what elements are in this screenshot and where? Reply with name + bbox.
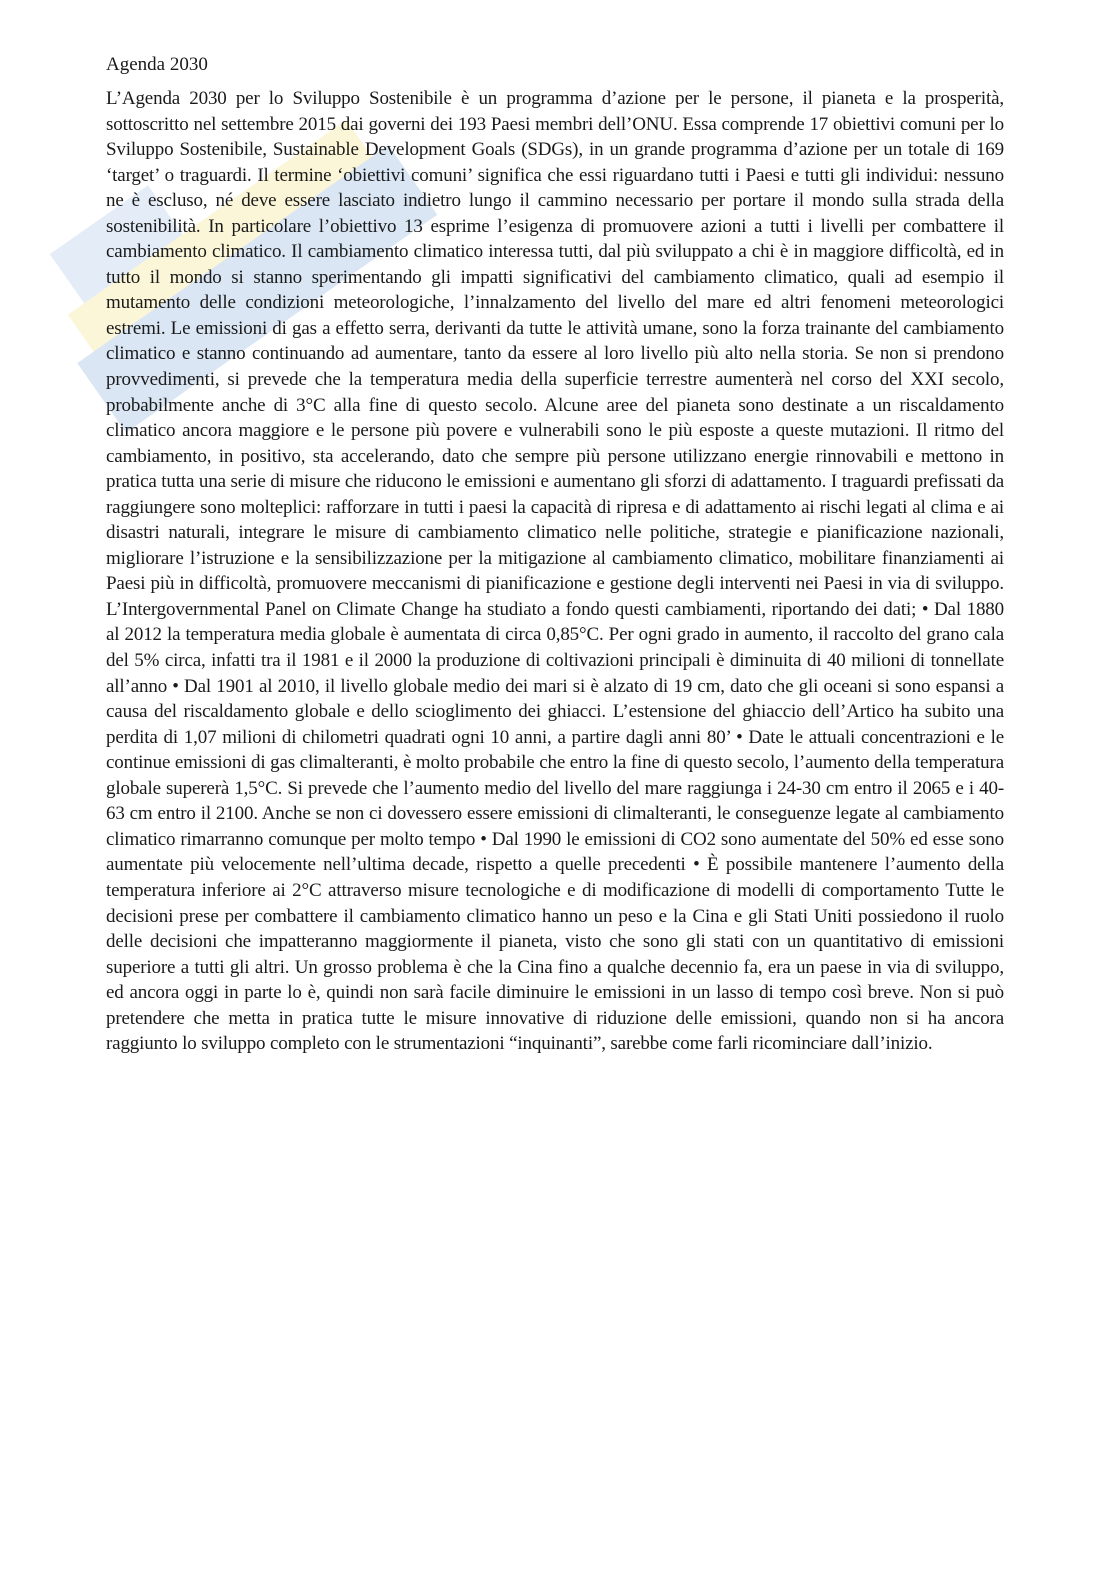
document-body: L’Agenda 2030 per lo Sviluppo Sostenibile è un programma d’azione per le persone, il pianeta e la prosperità, sottoscritto nel settembre 2015 dai governi dei 193 Paesi membri dell’ONU. Essa comprende 17 obiettivi comuni per lo Sviluppo Sostenibile, Sustainable Development Goals (SDGs), in un grande programma d’azione per un totale di 169 ‘target’ o traguardi. Il termine ‘obiettivi comuni’ significa che essi riguardano tutti i Paesi e tutti gli individui: nessuno ne è escluso, né deve essere lasciato indietro lungo il cammino necessario per portare il mondo sulla strada della sostenibilità. In particolare l’obiettivo 13 esprime l’esigenza di promuovere azioni a tutti i livelli per combattere il cambiamento climatico. Il cambiamento climatico interessa tutti, dal più sviluppato a chi è in maggiore difficoltà, ed in tutto il mondo si stanno sperimentando gli impatti significativi del cambiamento climatico, quali ad esempio il mutamento delle condizioni meteorologiche, l’innalzamento del livello del mare ed altri fenomeni meteorologici estremi. Le emissioni di gas a effetto serra, derivanti da tutte le attività umane, sono la forza trainante del cambiamento climatico e stanno continuando ad aumentare, tanto da essere al loro livello più alto nella storia. Se non si prendono provvedimenti, si prevede che la temperatura media della superficie terrestre aumenterà nel corso del XXI secolo, probabilmente anche di 3°C alla fine di questo secolo. Alcune aree del pianeta sono destinate a un riscaldamento climatico ancora maggiore e le persone più povere e vulnerabili sono le più esposte a queste mutazioni. Il ritmo del cambiamento, in positivo, sta accelerando, dato che sempre più persone utilizzano energie rinnovabili e mettono in pratica tutta una serie di misure che riducono le emissioni e aumentano gli sforzi di adattamento. I traguardi prefissati da raggiungere sono molteplici: rafforzare in tutti i paesi la capacità di ripresa e di adattamento ai rischi legati al clima e ai disastri naturali, integrare le misure di cambiamento climatico nelle politiche, strategie e pianificazione nazionali, migliorare l’istruzione e la sensibilizzazione per la mitigazione al cambiamento climatico, mobilitare finanziamenti ai Paesi più in difficoltà, promuovere meccanismi di pianificazione e gestione degli interventi nei Paesi in via di sviluppo. L’Intergovernmental Panel on Climate Change ha studiato a fondo questi cambiamenti, riportando dei dati; • Dal 1880 al 2012 la temperatura media globale è aumentata di circa 0,85°C. Per ogni grado in aumento, il raccolto del grano cala del 5% circa, infatti tra il 1981 e il 2000 la produzione di coltivazioni principali è diminuita di 40 milioni di tonnellate all’anno • Dal 1901 al 2010, il livello globale medio dei mari si è alzato di 19 cm, dato che gli oceani si sono espansi a causa del riscaldamento globale e dello scioglimento dei ghiacci. L’estensione del ghiaccio dell’Artico ha subito una perdita di 1,07 milioni di chilometri quadrati ogni 10 anni, a partire dagli anni 80’ • Date le attuali concentrazioni e le continue emissioni di gas climalteranti, è molto probabile che entro la fine di questo secolo, l’aumento della temperatura globale supererà 1,5°C. Si prevede che l’aumento medio del livello del mare raggiunga i 24-30 cm entro il 2065 e i 40-63 cm entro il 2100. Anche se non ci dovessero essere emissioni di climalteranti, le conseguenze legate al cambiamento climatico rimarranno comunque per molto tempo • Dal 1990 le emissioni di CO2 sono aumentate del 50% ed esse sono aumentate più velocemente nell’ultima decade, rispetto a quelle precedenti • È possibile mantenere l’aumento della temperatura inferiore ai 2°C attraverso misure tecnologiche e di modificazione di modelli di comportamento Tutte le decisioni prese per combattere il cambiamento climatico hanno un peso e la Cina e gli Stati Uniti possiedono il ruolo delle decisioni che impatteranno maggiormente il pianeta, visto che sono gli stati con un quantitativo di emissioni superiore a tutti gli altri. Un grosso problema è che la Cina fino a qualche decennio fa, era un paese in via di sviluppo, ed ancora oggi in parte lo è, quindi non sarà facile diminuire le emissioni in un lasso di tempo così breve. Non si può pretendere che metta in pratica tutte le misure innovative di riduzione delle emissioni, quando non si ha ancora raggiunto lo sviluppo completo con le strumentazioni “inquinanti”, sarebbe come farli ricominciare dall’inizio. [106, 88, 1004, 1055]
document-content [106, 52, 1004, 1057]
document-title: Agenda 2030 [106, 54, 208, 75]
